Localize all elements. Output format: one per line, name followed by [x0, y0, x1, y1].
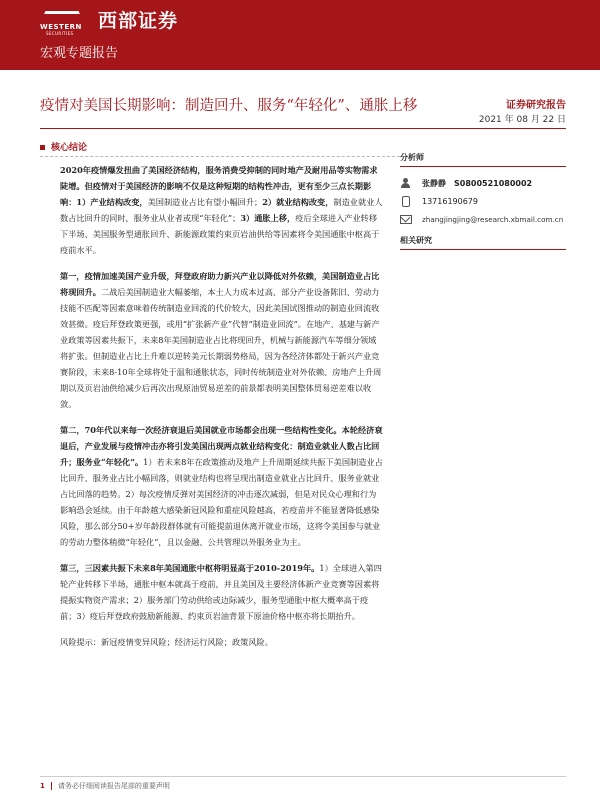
person-icon	[400, 178, 412, 188]
summary-paragraph-3	[60, 422, 384, 550]
analyst-phone-row	[400, 195, 566, 207]
brand-cn: 西部证券	[98, 10, 179, 32]
p1-normal3: 疫后全球进入产业转移下半场、美国服务型通胀回升、新能源政策约束页岩油供给等因素将令美国通胀中枢高于疫前水平。	[60, 213, 380, 255]
report-date: 2021 年 08 月 22 日	[478, 115, 566, 125]
analyst-phone: 13716190679	[422, 196, 478, 206]
p3-bold: 第二，70年代以来每一次经济衰退后美国就业市场都会出现一些结构性变化。本轮经济衰退后，产业发展与疫情冲击亦将引发美国出现两点就业结构变化：制造业就业人数占比回升；服务业“年轻化”。	[60, 425, 383, 467]
title-divider	[40, 128, 566, 129]
related-research-header: 相关研究	[400, 235, 566, 250]
logo-wings-icon	[40, 7, 86, 36]
p4-normal: 1）全球进入第四轮产业转移下半场，通胀中枢本就高于疫前，并且美国及主要经济体新产业竞赛等因素将提振实物资产需求；2）服务部门劳动供给或边际减少，服务型通胀中枢大概率高于疫前；3）疫后拜登政府鼓励新能源、约束页岩油背景下原油价格中枢亦将长期抬升。	[60, 563, 382, 621]
report-type: 宏观专题报告	[40, 46, 119, 61]
report-category: 证券研究报告	[506, 100, 566, 111]
summary-paragraph-1	[60, 162, 384, 258]
header-bar	[0, 0, 600, 70]
brand-logo	[40, 6, 179, 36]
risk-warning	[60, 634, 384, 650]
main-column	[60, 162, 384, 656]
analyst-name-row	[400, 177, 566, 189]
page-number: 1	[40, 782, 45, 790]
page-footer	[40, 776, 566, 791]
section-label-text: 核心结论	[51, 143, 88, 153]
analyst-header: 分析师	[400, 152, 566, 167]
bullet-icon	[40, 145, 45, 150]
summary-paragraph-4	[60, 560, 384, 624]
footer-disclaimer: 请务必仔细阅读报告尾部的重要声明	[57, 782, 170, 790]
summary-paragraph-2	[60, 268, 384, 412]
p2-bold: 第一，疫情加速美国产业升级，拜登政府助力新兴产业以降低对外依赖，美国制造业占比将现回升。	[60, 271, 380, 297]
analyst-sidebar	[400, 152, 566, 250]
p2-normal: 二战后美国制造业大幅萎缩，本土人力成本过高、部分产业设备陈旧、劳动力技能不匹配等因素意味着传统制造业回流的代价较大，因此美国试图推动的制造业回流收效甚微。疫后拜登政策更强，或用“扩张新产业”代替“制造业回流”。在地产、基建与新产业政策等因素共振下，未来8年美国制造业占比将现回升，机械与新能源汽车等细分领域将扩张。但制造业占比上升难以逆转美元长期弱势格局，因为各经济体都处于新兴产业竞赛阶段，未来8-10年全球将处于温和通胀状态，同时传统制造业对外依赖、房地产上升周期以及页岩油供给减少后再次出现原油贸易逆差的前景都表明美国整体贸易逆差难以收敛。	[60, 287, 382, 409]
brand-en: WESTERN	[40, 22, 82, 31]
p1-bold: 2020年疫情爆发扭曲了美国经济结构，服务消费受抑制的同时地产及耐用品等实物需求陡增。但疫情对于美国经济的影响不仅是这种短期的结构性冲击，更有至少三点长期影响：1）产业结构改变，	[60, 165, 378, 207]
analyst-email-row	[400, 213, 566, 225]
p1-bold3: 3）通胀上移，	[240, 213, 296, 223]
analyst-name: 张静静	[422, 178, 446, 188]
phone-icon	[402, 196, 410, 207]
analyst-cert: S0800521080002	[454, 178, 533, 188]
brand-en-sub: SECURITIES	[46, 30, 74, 36]
p3-normal: 1）若未来8年在政策推动及地产上升周期延续共振下美国制造业占比回升、服务业占比小幅回落，则就业结构也将呈现出制造业就业占比回升、服务业就业占比回落的趋势。2）每次疫情反弹对美国经济的冲击逐次减弱，但是对民众心理和行为影响恐会延续。由于年龄越大感染新冠风险和重症风险越高，若疫苗并不能显著降低感染风险，那么部分50+岁年龄段群体就有可能提前退休离开就业市场，这将令美国参与就业的劳动力整体稍微“年轻化”，且以金融、公共管理以外服务业为主。	[60, 457, 383, 547]
mail-icon	[400, 215, 412, 224]
risk-text: 风险提示：新冠疫情变异风险；经济运行风险；政策风险。	[60, 637, 273, 647]
footer-bar	[51, 782, 52, 790]
p1-normal: 美国制造业占比有望小幅回升；	[147, 197, 263, 207]
p1-normal2: 制造业就业人数占比回升的同时，服务业从业者或现“年轻化”；	[60, 197, 383, 223]
p4-bold: 第三，三因素共振下未来8年美国通胀中枢将明显高于2010-2019年。	[60, 563, 320, 573]
p1-bold2: 2）就业结构改变，	[262, 197, 334, 207]
analyst-email[interactable]: zhangjingjing@research.xbmail.com.cn	[422, 214, 564, 224]
report-title: 疫情对美国长期影响：制造回升、服务“年轻化”、通胀上移	[40, 98, 418, 114]
section-label	[40, 140, 400, 157]
